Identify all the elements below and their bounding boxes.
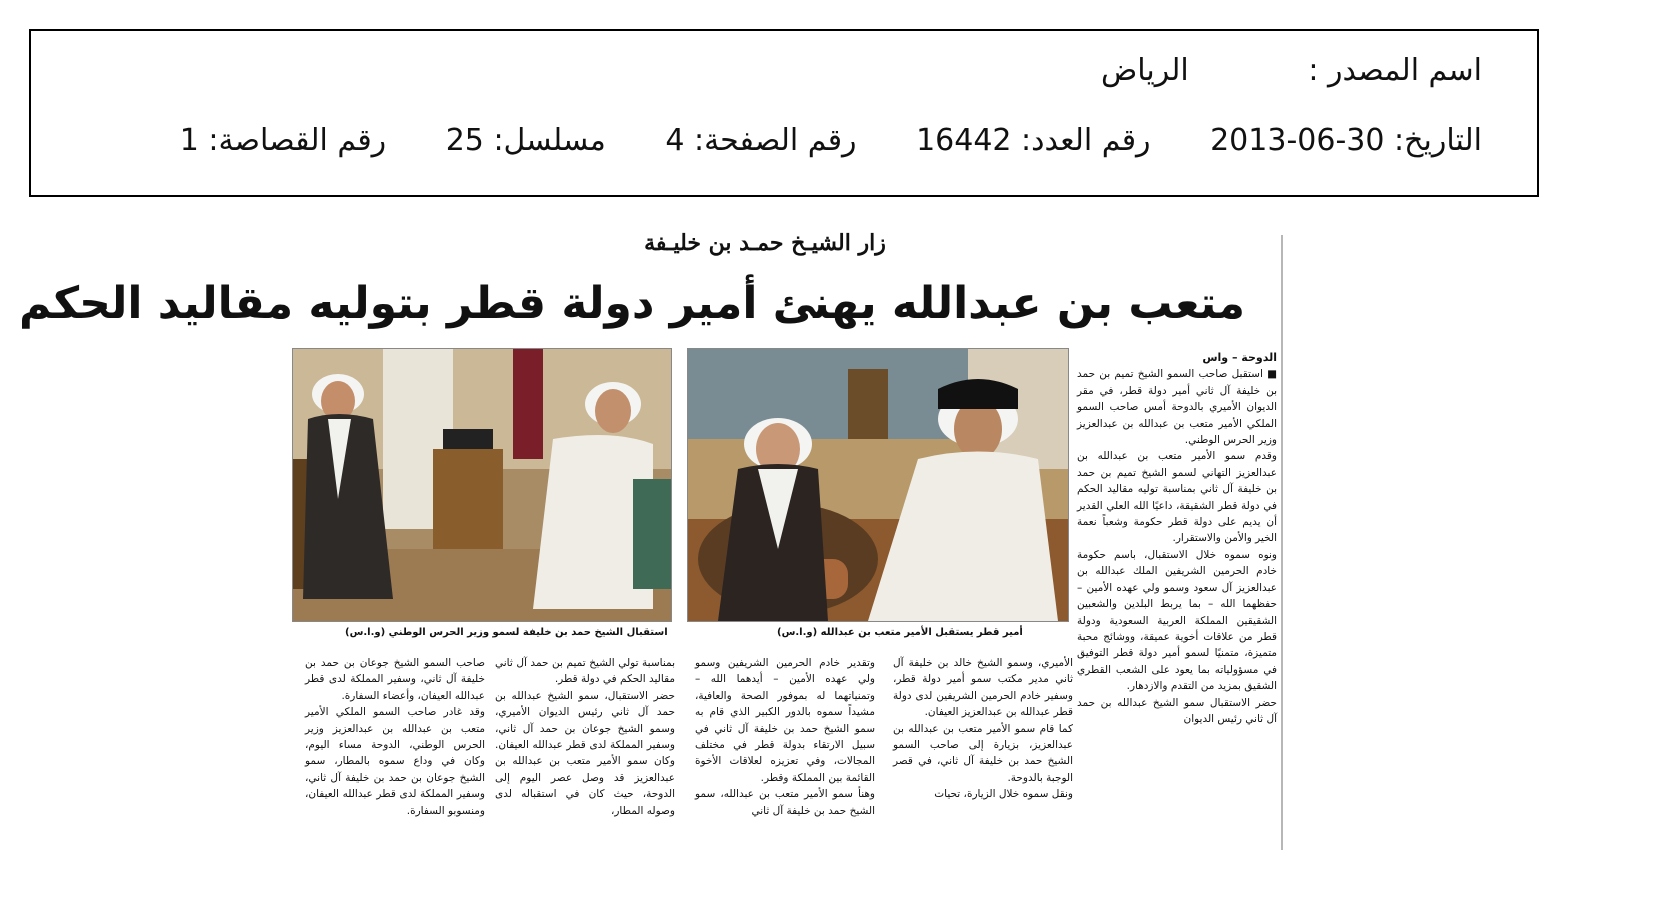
photo-sheikh-hamad-meeting [292,348,672,622]
source-row [1101,53,1482,88]
serial-field: مسلسل: 25 [445,123,606,158]
body-column-3 [495,655,675,819]
body-paragraph: ونقل سموه خلال الزيارة، تحيات [934,788,1073,801]
lead-column [1077,350,1277,727]
source-label: اسم المصدر : [1308,53,1482,88]
issue-field: رقم العدد: 16442 [916,123,1151,158]
details-row [180,123,1482,158]
lead-paragraph: ■ استقبل صاحب السمو الشيخ تميم بن حمد بن خليفة آل ثاني أمير دولة قطر، في مقر الديوان الأميري بالدوحة أمس صاحب السمو الملكي الأمير متعب بن عبدالله بن عبدالعزيز وزير الحرس الوطني. [1077,368,1277,447]
photo-caption-right: أمير قطر يستقبل الأمير متعب بن عبدالله (و.ا.س) [777,627,1023,638]
source-value: الرياض [1100,53,1189,88]
body-paragraph: وتقدير خادم الحرمين الشريفين وسمو ولي عهده الأمين – أيدهما الله – وتمنياتهما له بموفور الصحة والعافية، مشيداً سموه بالدور الكبير الذي قام به سمو الشيخ حمد بن خليفة آل ثاني في سبيل الارتقاء بدولة قطر في مختلف المجالات، وفي تعزيزه لعلاقات الأخوة القائمة بين المملكة وقطر. [695,657,875,784]
lead-paragraph: ونوه سموه خلال الاستقبال، باسم حكومة خادم الحرمين الشريفين الملك عبدالله بن عبدالعزيز آل سعود وسمو ولي عهده الأمين – حفظهما الله – بما يربط البلدين والشعبين الشقيقين المملكة العربية السعودية ودولة قطر من علاقات أخوية عميقة، ووشائج محبة متميزة، متمنيًا لسمو أمير دولة قطر التوفيق في مسؤولياته بما يعود على الشعب القطري الشقيق بمزيد من التقدم والازدهار. [1077,548,1277,693]
date-field: التاريخ: 30-06-2013 [1210,123,1482,158]
lead-paragraph: وقدم سمو الأمير متعب بن عبدالله بن عبدالعزيز التهاني لسمو الشيخ تميم بن حمد بن خليفة آل ثاني بمناسبة توليه مقاليد الحكم في دولة قطر الشقيقة، داعيًا الله العلي القدير أن يديم على دولة قطر حكومة وشعباً نعمة الخير والأمن والاستقرار. [1077,450,1277,545]
body-paragraph: وقد غادر صاحب السمو الملكي الأمير متعب بن عبدالله بن عبدالعزيز وزير الحرس الوطني، الدوحة مساء اليوم، وكان في وداع سموه بالمطار، سمو الشيخ جوعان بن حمد بن خليفة آل ثاني، وسفير المملكة لدى قطر عبدالله العيفان، ومنسوبو السفارة. [305,706,485,817]
body-column-1 [893,655,1073,803]
body-paragraph: بمناسبة تولي الشيخ تميم بن حمد آل ثاني مقاليد الحكم في دولة قطر. [495,657,675,686]
body-paragraph: وهنأ سمو الأمير متعب بن عبدالله، سمو الشيخ حمد بن خليفة آل ثاني [695,788,875,817]
photo-emir-receiving-prince [687,348,1069,622]
body-paragraph: حضر الاستقبال، سمو الشيخ عبدالله بن حمد آل ثاني رئيس الديوان الأميري، وسمو الشيخ جوعان بن حمد آل ثاني، وسفير المملكة لدى قطر عبدالله العيفان. وكان سمو الأمير متعب بن عبدالله بن عبدالعزيز قد وصل عصر اليوم إلى الدوحة، حيث كان في استقباله لدى وصوله المطار، [495,689,675,817]
newspaper-clipping [19,230,1285,855]
body-column-4 [305,655,485,819]
clipping-metadata-box [29,29,1539,197]
body-paragraph: كما قام سمو الأمير متعب بن عبدالله بن عبدالعزيز، بزيارة إلى صاحب السمو الشيخ حمد بن خليفة آل ثاني، في قصر الوجبة بالدوحة. [893,722,1073,784]
kicker: زار الشيـخ حمـد بن خليـفة [644,230,886,256]
clip-number-field: رقم القصاصة: 1 [179,123,387,158]
dateline: الدوحة – واس [1202,351,1277,364]
column-rule [1281,235,1283,850]
lead-paragraph: حضر الاستقبال سمو الشيخ عبدالله بن حمد آل ثاني رئيس الديوان [1077,696,1277,725]
body-paragraph: الأميري، وسمو الشيخ خالد بن خليفة آل ثاني مدير مكتب سمو أمير دولة قطر، وسفير خادم الحرمين الشريفين لدى دولة قطر عبدالله بن عبدالعزيز العيفان. [893,657,1073,719]
photo-caption-left: استقبال الشيخ حمد بن خليفة لسمو وزير الحرس الوطني (و.ا.س) [345,627,668,638]
body-paragraph: صاحب السمو الشيخ جوعان بن حمد بن خليفة آل ثاني، وسفير المملكة لدى قطر عبدالله العيفان، وأعضاء السفارة. [305,657,485,702]
page-field: رقم الصفحة: 4 [665,123,857,158]
headline: متعب بن عبدالله يهنئ أمير دولة قطر بتوليه مقاليد الحكم [19,278,1245,329]
body-column-2 [695,655,875,819]
